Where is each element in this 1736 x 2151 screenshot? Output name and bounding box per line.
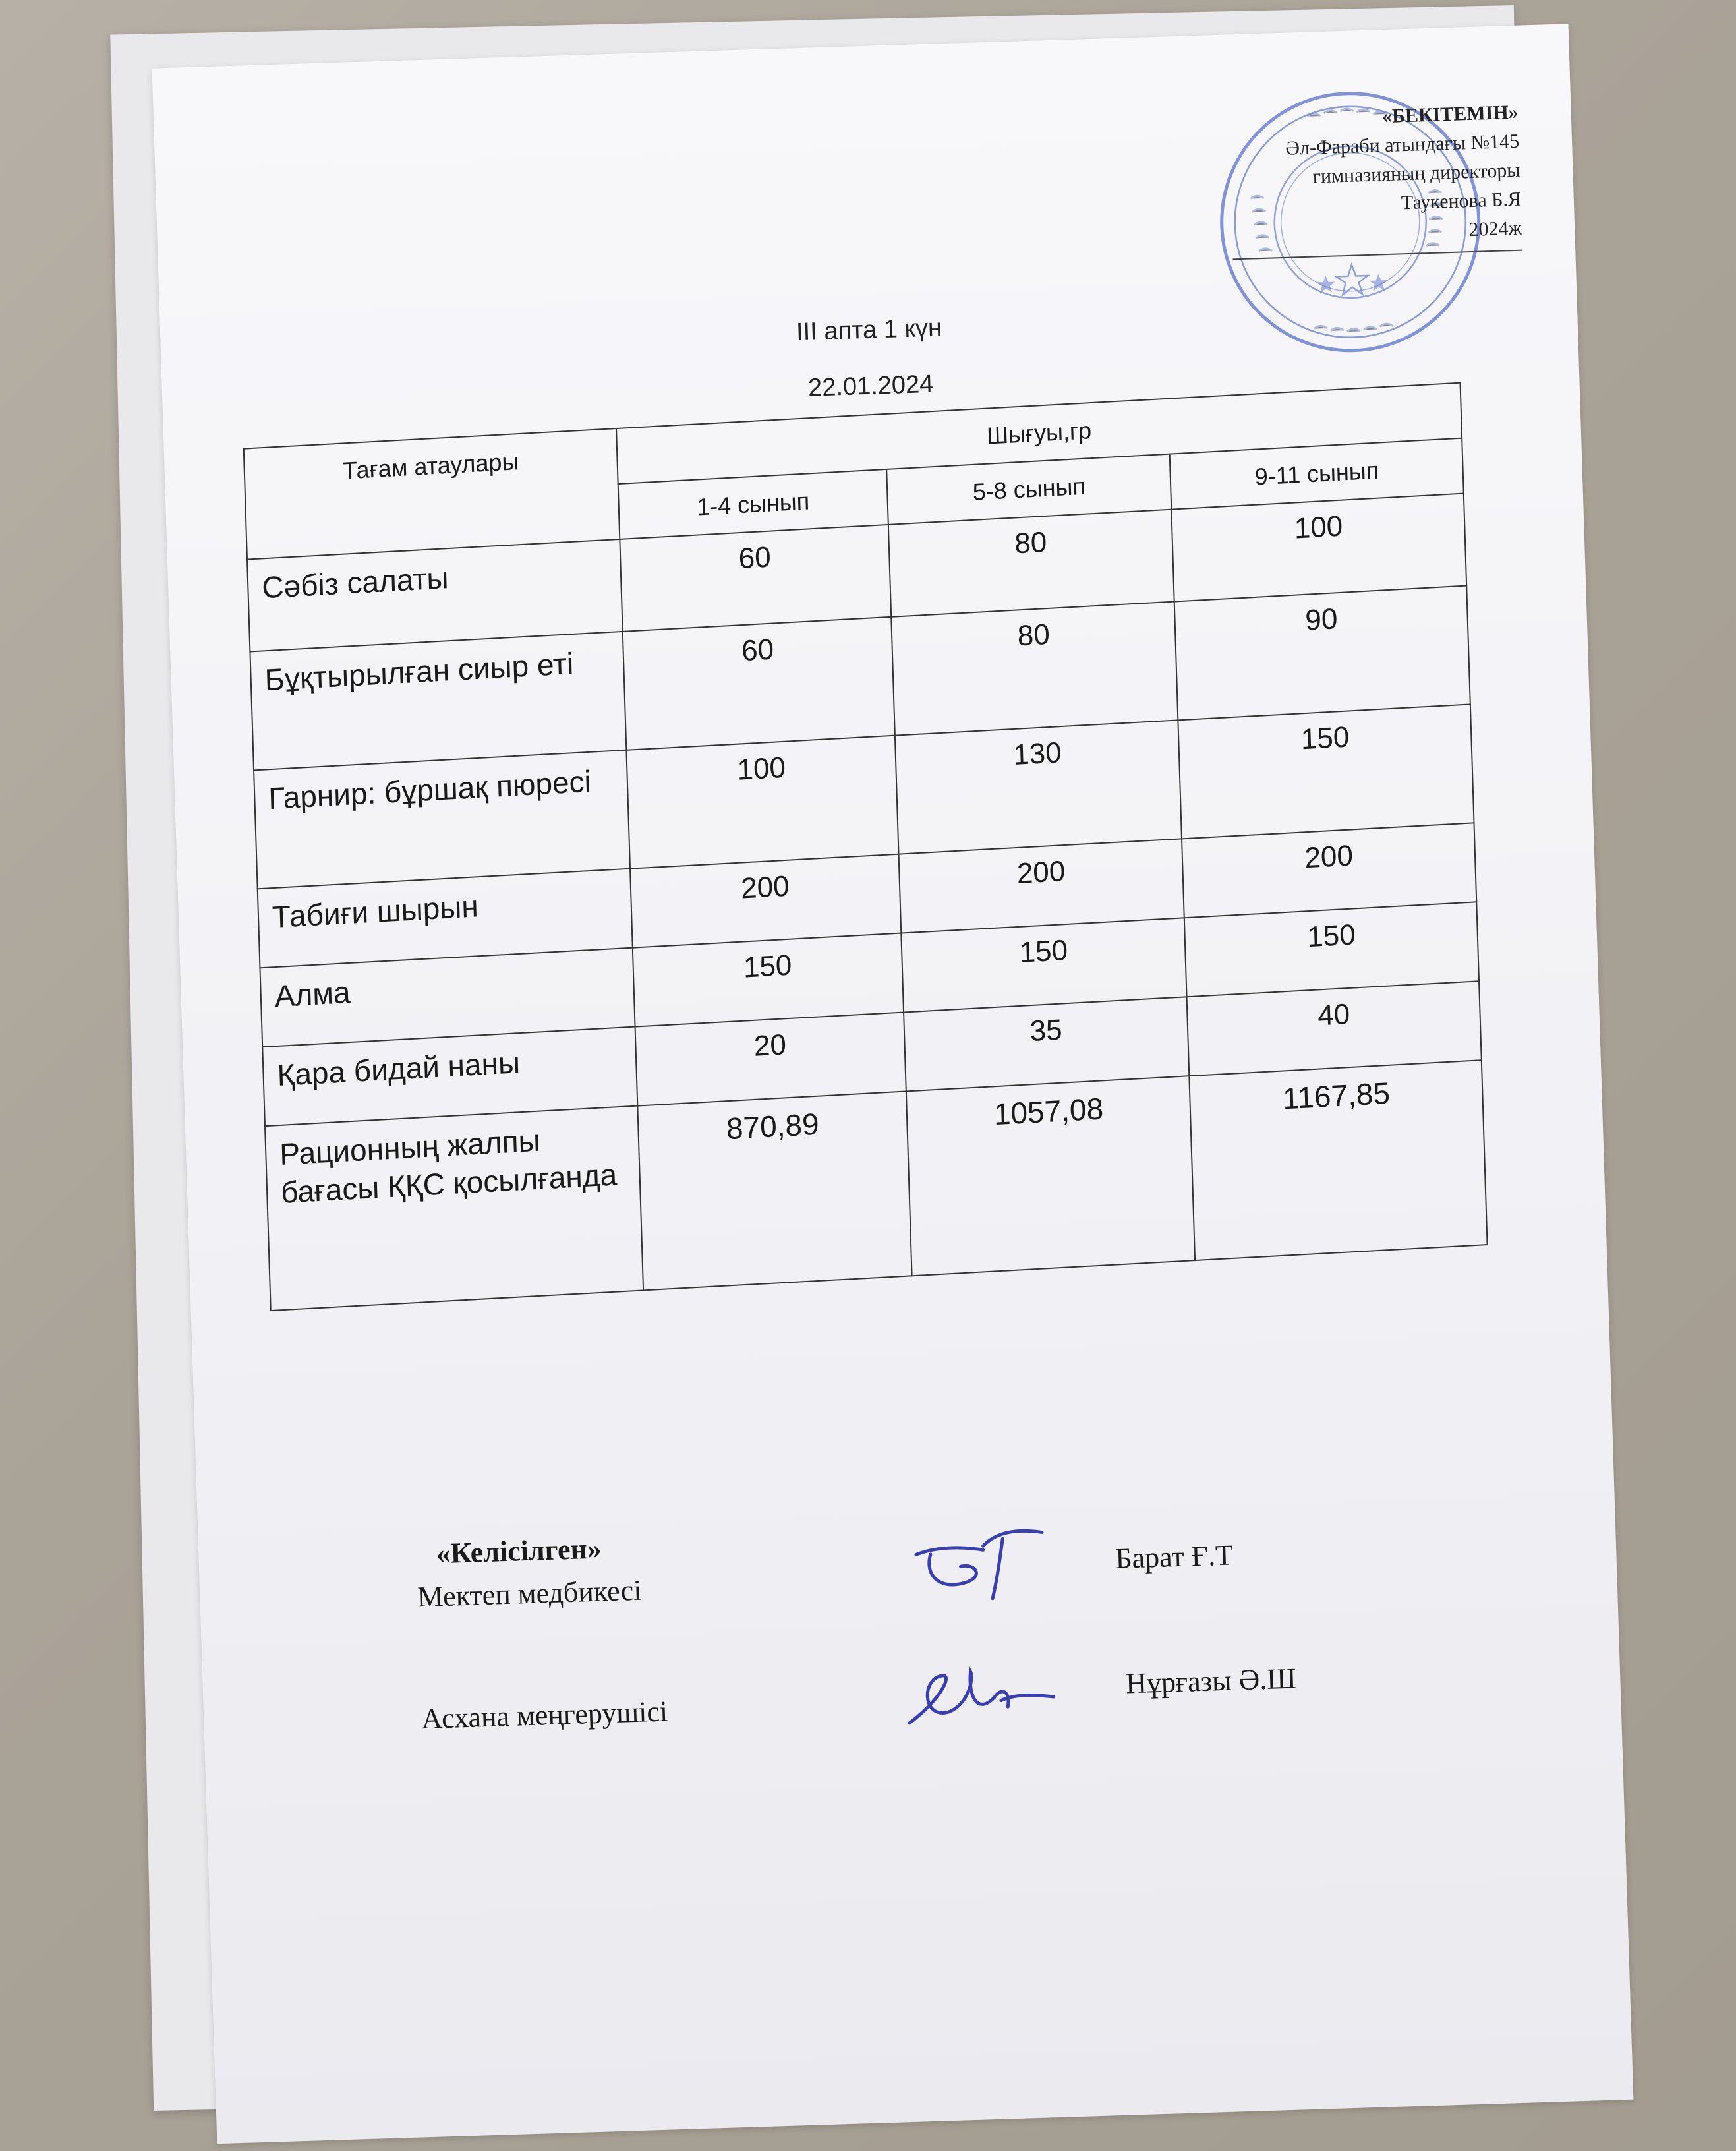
total-price-1-4: 870,89 (637, 1091, 911, 1290)
approval-title: «БЕКІТЕМІН» (1381, 101, 1519, 128)
menu-table (243, 382, 1488, 1311)
approval-year: 2024ж (1468, 217, 1522, 241)
canteen-manager-handwritten-signature (901, 1656, 1061, 1733)
output-column-header: Шығуы,гр (616, 383, 1462, 484)
canteen-manager-role-label: Асхана меңгерушісі (420, 1695, 668, 1736)
portion-1-4: 60 (623, 617, 895, 750)
dish-name: Алма (260, 948, 635, 1047)
group-header-9-11: 9-11 сынып (1170, 438, 1464, 510)
document-page (152, 24, 1634, 2144)
portion-5-8: 80 (891, 602, 1178, 736)
agreed-label: «Келісілген» (435, 1532, 602, 1570)
approval-position: гимназияның директоры (1312, 159, 1520, 188)
portion-5-8: 150 (901, 918, 1187, 1012)
portion-1-4: 20 (635, 1013, 906, 1106)
portion-9-11: 100 (1172, 494, 1466, 602)
dish-name: Қара бидай наны (262, 1027, 637, 1127)
portion-1-4: 100 (626, 736, 898, 869)
group-header-5-8: 5-8 сынып (886, 454, 1172, 525)
nurse-handwritten-signature (904, 1524, 1058, 1608)
nurse-role-label: Мектеп медбикесі (417, 1574, 643, 1614)
approval-director-name: Таукенова Б.Я (1401, 188, 1522, 214)
portion-5-8: 35 (904, 997, 1190, 1091)
total-price-label: Рационның жалпы бағасы ҚҚС қосылғанда (265, 1106, 643, 1311)
approval-school: Әл-Фараби атындағы №145 (1285, 130, 1520, 160)
dish-name-column-header: Тағам атаулары (244, 428, 620, 560)
approval-block (1096, 98, 1522, 256)
canteen-manager-name: Нұрғазы Ә.Ш (1125, 1662, 1297, 1700)
portion-9-11: 90 (1174, 586, 1470, 721)
group-header-1-4: 1-4 сынып (618, 469, 888, 539)
portion-9-11: 150 (1178, 704, 1474, 839)
nurse-name: Барат Ғ.Т (1114, 1539, 1234, 1575)
portion-1-4: 60 (620, 525, 891, 632)
dish-name: Гарнир: бұршақ пюресі (254, 750, 630, 889)
portion-5-8: 200 (898, 839, 1184, 933)
dish-name: Бұқтырылған сиыр еті (250, 632, 626, 771)
portion-9-11: 200 (1182, 823, 1476, 918)
portion-9-11: 40 (1187, 981, 1482, 1076)
portion-5-8: 80 (888, 510, 1175, 617)
total-price-9-11: 1167,85 (1190, 1060, 1488, 1260)
dish-name: Сәбіз салаты (247, 539, 623, 652)
portion-1-4: 150 (633, 933, 904, 1027)
portion-9-11: 150 (1184, 902, 1479, 997)
portion-1-4: 200 (630, 854, 901, 948)
date-heading: 22.01.2024 (807, 370, 934, 402)
portion-5-8: 130 (895, 720, 1182, 854)
week-day-heading: ІІІ апта 1 күн (796, 314, 942, 347)
signature-section (198, 1500, 1625, 1873)
dish-name: Табиғи шырын (258, 869, 633, 968)
total-price-5-8: 1057,08 (906, 1076, 1196, 1276)
